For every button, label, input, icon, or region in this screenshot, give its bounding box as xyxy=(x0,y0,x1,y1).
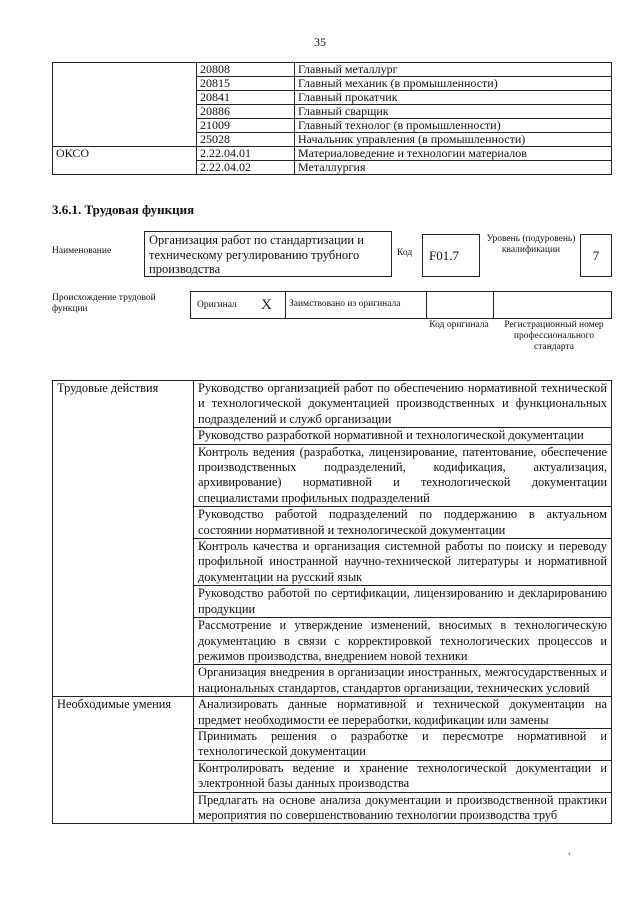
labor-function-table xyxy=(52,380,612,824)
name-label: Наименование xyxy=(52,246,112,256)
work-item-cell: Рассмотрение и утверждение изменений, вносимых в технологическую документацию в связи с корректировкой технологических процессов и режимов производства, внедрением новой техники xyxy=(194,618,612,665)
code-label: Код xyxy=(397,248,413,258)
codes-group-cell xyxy=(53,63,197,147)
section-heading: 3.6.1. Трудовая функция xyxy=(52,202,195,217)
codes-code-cell: 20808 xyxy=(197,63,295,77)
borrowed-cell xyxy=(285,291,427,319)
codes-name-cell: Главный механик (в промышленности) xyxy=(295,77,612,91)
codes-table-row xyxy=(53,147,612,161)
work-item-cell: Предлагать на основе анализа документации и производственной практики мероприятия по совершенствованию технологии производства труб xyxy=(194,792,612,824)
work-item-cell: Руководство работой подразделений по поддержанию в актуальном состоянии нормативной и технологической документации xyxy=(194,507,612,539)
original-cell xyxy=(190,291,286,319)
original-mark: X xyxy=(261,297,272,313)
code-original-caption: Код оригинала xyxy=(429,320,489,330)
borrowed-label: Заимствовано из оригинала xyxy=(289,299,401,309)
work-item-cell: Организация внедрения в организации иностранных, межгосударственных и национальных стандартов, стандартов организации, технических условий xyxy=(194,665,612,697)
section-label-cell: Необходимые умения xyxy=(53,697,194,824)
codes-name-cell: Металлургия xyxy=(295,161,612,175)
work-item-cell: Руководство разработкой нормативной и технологической документации xyxy=(194,428,612,444)
work-item-cell: Принимать решения о разработке и пересмотре нормативной и технологической документации xyxy=(194,728,612,760)
original-label: Оригинал xyxy=(197,300,237,310)
work-table-row xyxy=(53,381,612,428)
qualification-level-label: Уровень (подуровень) квалификации xyxy=(486,234,576,255)
reg-number-cell xyxy=(493,291,612,319)
codes-name-cell: Материаловедение и технологии материалов xyxy=(295,147,612,161)
code-original-cell xyxy=(426,291,494,319)
origin-label: Происхождение трудовой функции xyxy=(52,293,156,314)
work-item-cell: Контролировать ведение и хранение технологической документации и электронной базы данных производства xyxy=(194,760,612,792)
classification-codes-table xyxy=(52,62,612,175)
codes-code-cell: 20841 xyxy=(197,91,295,105)
qualification-level-field: 7 xyxy=(580,234,612,277)
codes-name-cell: Главный сварщик xyxy=(295,105,612,119)
page-number: 35 xyxy=(314,35,326,49)
codes-code-cell: 25028 xyxy=(197,133,295,147)
codes-name-cell: Главный технолог (в промышленности) xyxy=(295,119,612,133)
codes-code-cell: 20886 xyxy=(197,105,295,119)
codes-name-cell: Главный прокатчик xyxy=(295,91,612,105)
codes-code-cell: 2.22.04.02 xyxy=(197,161,295,175)
work-table-row xyxy=(53,697,612,729)
work-item-cell: Контроль ведения (разработка, лицензирование, патентование, обеспечение производственных подразделений, кодификация, актуализация, архивирование) нормативной и технологической документации специалистами профильных подразделений xyxy=(194,444,612,507)
work-item-cell: Руководство организацией работ по обеспечению нормативной технической и технологической документацией производственных и функциональных подразделений и служб организации xyxy=(194,381,612,428)
codes-table-row xyxy=(53,63,612,77)
reg-number-caption: Регистрационный номер профессионального стандарта xyxy=(504,320,604,352)
function-code-field: F01.7 xyxy=(422,234,480,277)
codes-name-cell: Главный металлург xyxy=(295,63,612,77)
corner-mark: ‹ xyxy=(568,848,571,858)
section-label-cell: Трудовые действия xyxy=(53,381,194,697)
origin-row xyxy=(190,291,612,319)
codes-group-cell: ОКСО xyxy=(53,147,197,175)
codes-code-cell: 21009 xyxy=(197,119,295,133)
codes-name-cell: Начальник управления (в промышленности) xyxy=(295,133,612,147)
work-item-cell: Руководство работой по сертификации, лицензированию и декларированию продукции xyxy=(194,586,612,618)
codes-code-cell: 2.22.04.01 xyxy=(197,147,295,161)
work-item-cell: Анализировать данные нормативной и технической документации на предмет необходимости ее переработки, кодификации или замены xyxy=(194,697,612,729)
function-name-field: Организация работ по стандартизации и техническому регулированию трубного производства xyxy=(144,231,392,277)
codes-code-cell: 20815 xyxy=(197,77,295,91)
work-item-cell: Контроль качества и организация системной работы по поиску и переводу профильной иностранной научно-технической литературы и нормативной документации на русский язык xyxy=(194,539,612,586)
